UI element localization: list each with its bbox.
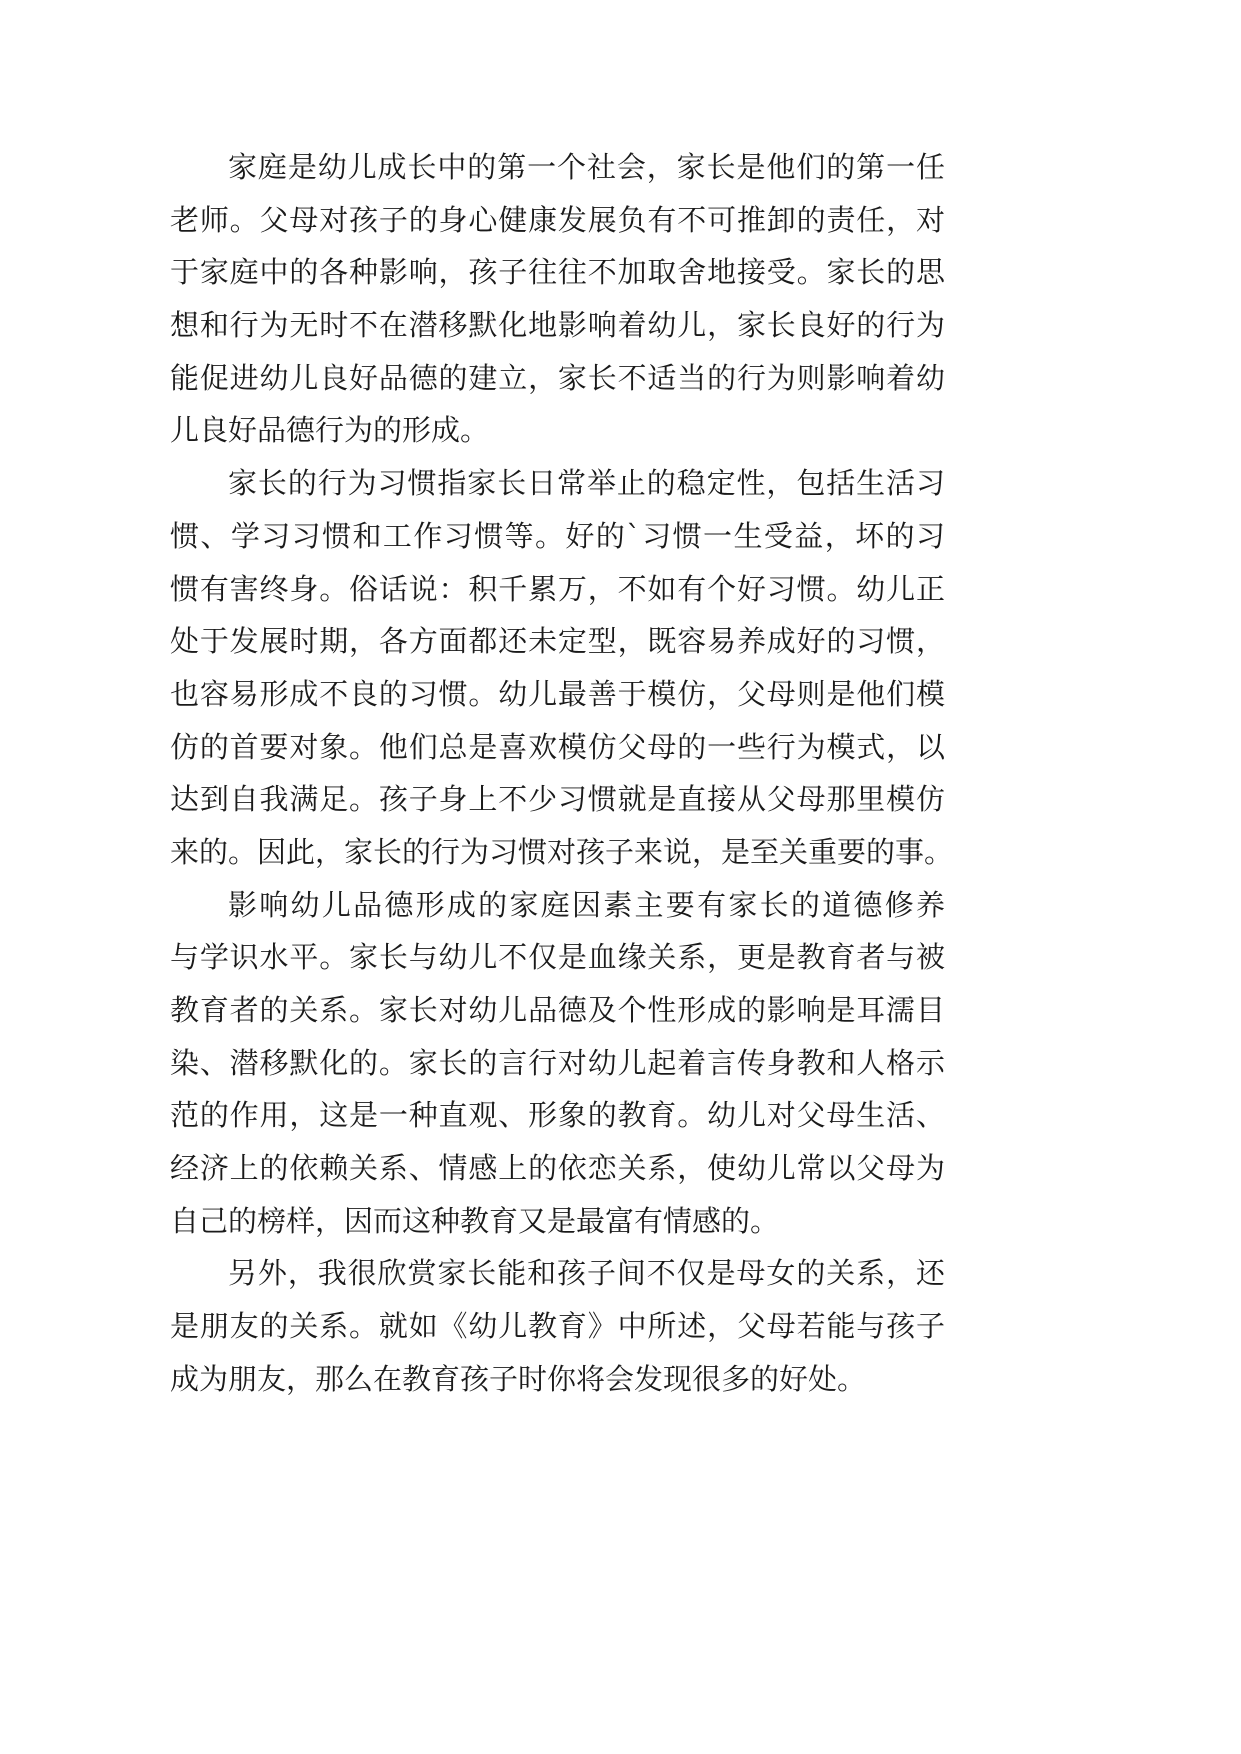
text-line: 与学识水平。家长与幼儿不仅是血缘关系，更是教育者与被 — [170, 940, 945, 975]
text-line: 惯、学习习惯和工作习惯等。好的`习惯一生受益，坏的习 — [170, 518, 945, 553]
text-line: 惯有害终身。俗话说：积千累万，不如有个好习惯。幼儿正 — [170, 571, 945, 606]
text-line: 来的。因此，家长的行为习惯对孩子来说，是至关重要的事。 — [170, 834, 954, 869]
paragraph-moral-factors — [170, 879, 945, 1248]
text-line: 能促进幼儿良好品德的建立，家长不适当的行为则影响着幼 — [170, 360, 945, 395]
text-line: 染、潜移默化的。家长的言行对幼儿起着言传身教和人格示 — [170, 1045, 945, 1080]
text-line: 达到自我满足。孩子身上不少习惯就是直接从父母那里模仿 — [170, 782, 945, 817]
text-line: 家庭是幼儿成长中的第一个社会，家长是他们的第一任 — [228, 150, 945, 184]
text-line: 想和行为无时不在潜移默化地影响着幼儿，家长良好的行为 — [170, 308, 945, 343]
text-line: 处于发展时期，各方面都还未定型，既容易养成好的习惯， — [170, 624, 945, 659]
text-line: 经济上的依赖关系、情感上的依恋关系，使幼儿常以父母为 — [170, 1151, 945, 1186]
text-line: 仿的首要对象。他们总是喜欢模仿父母的一些行为模式，以 — [170, 729, 945, 764]
text-line: 老师。父母对孩子的身心健康发展负有不可推卸的责任，对 — [170, 202, 945, 237]
document-body — [170, 141, 954, 1406]
text-line: 也容易形成不良的习惯。幼儿最善于模仿，父母则是他们模 — [170, 676, 945, 711]
text-line: 儿良好品德行为的形成。 — [170, 413, 490, 448]
paragraph-family-first-society — [170, 141, 945, 457]
paragraph-parents-as-friends — [170, 1247, 945, 1405]
paragraph-parent-habits — [170, 457, 954, 879]
text-line: 成为朋友，那么在教育孩子时你将会发现很多的好处。 — [170, 1361, 867, 1396]
text-line: 自己的榜样，因而这种教育又是最富有情感的。 — [170, 1203, 780, 1238]
text-line: 是朋友的关系。就如《幼儿教育》中所述，父母若能与孩子 — [170, 1309, 945, 1344]
text-line: 另外，我很欣赏家长能和孩子间不仅是母女的关系，还 — [228, 1256, 945, 1291]
text-line: 影响幼儿品德形成的家庭因素主要有家长的道德修养 — [228, 887, 945, 922]
text-line: 家长的行为习惯指家长日常举止的稳定性，包括生活习 — [228, 466, 945, 501]
text-line: 教育者的关系。家长对幼儿品德及个性形成的影响是耳濡目 — [170, 993, 945, 1027]
text-line: 于家庭中的各种影响，孩子往往不加取舍地接受。家长的思 — [170, 255, 945, 290]
text-line: 范的作用，这是一种直观、形象的教育。幼儿对父母生活、 — [170, 1098, 945, 1133]
